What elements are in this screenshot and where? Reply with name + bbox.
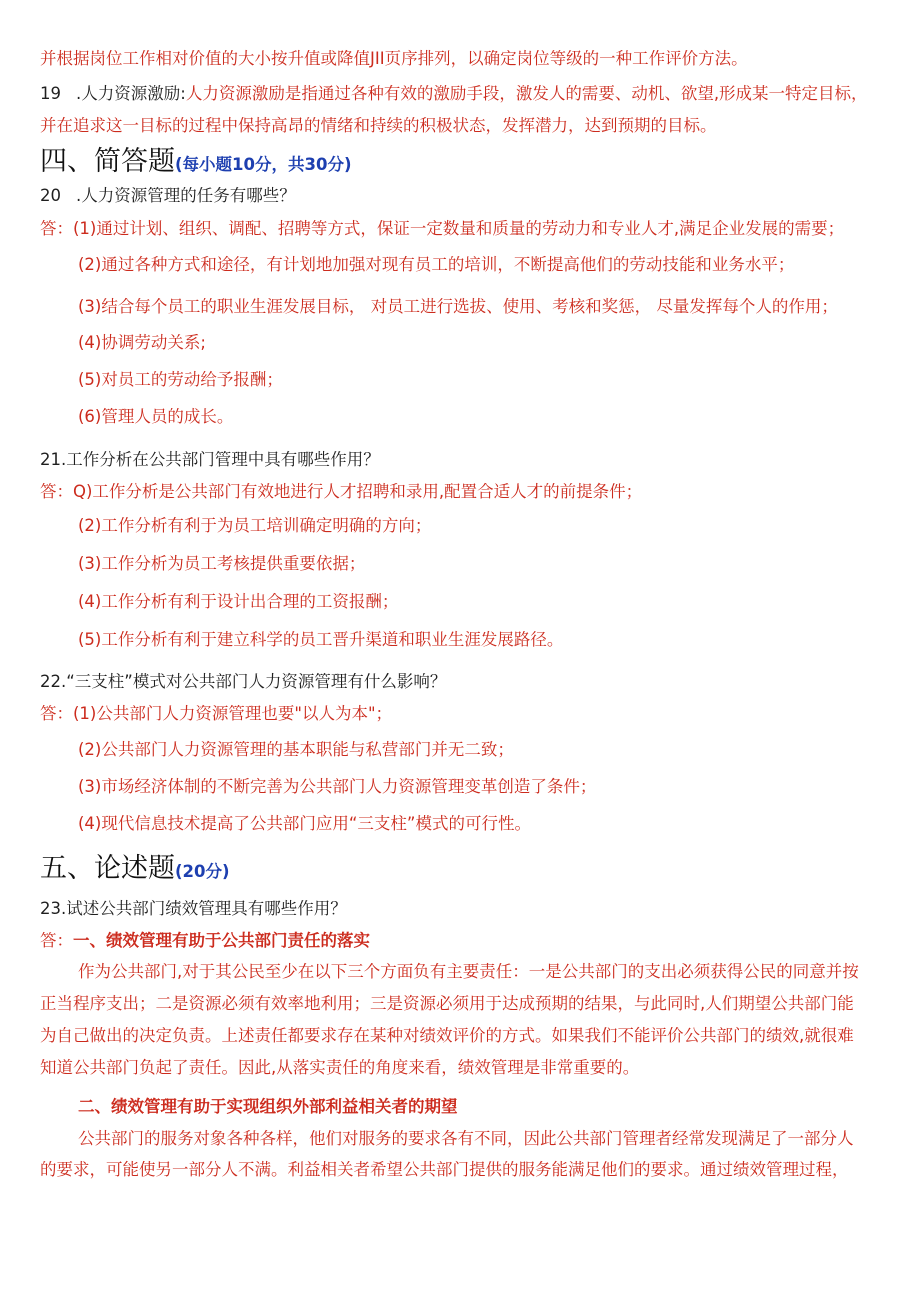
q22-answer-1: [40, 703, 392, 725]
q19-term: .人力资源激励:: [76, 84, 186, 103]
q19-line: [40, 83, 868, 105]
paragraph-line: 知道公共部门负起了责任。因此,从落实责任的角度来看，绩效管理是非常重要的。: [40, 1058, 640, 1077]
q22-question: 22.“三支柱”模式对公共部门人力资源管理有什么影响？: [40, 672, 447, 691]
answer-item: (1)公共部门人力资源管理也要"以人为本"；: [73, 704, 393, 723]
q19-definition-cont: 并在追求这一目标的过程中保持高昂的情绪和持续的积极状态，发挥潜力，达到预期的目标。: [40, 116, 717, 135]
section-4-heading: [40, 145, 352, 182]
answer-item: (3)结合每个员工的职业生涯发展目标， 对员工进行选拔、使用、考核和奖惩， 尽量发挥每个人的作用；: [78, 297, 838, 316]
section-4-note: (每小题10分，共30分): [175, 155, 352, 174]
answer-item: (5)对员工的劳动给予报酬；: [78, 370, 283, 389]
answer-item: (3)市场经济体制的不断完善为公共部门人力资源管理变革创造了条件；: [78, 777, 597, 796]
q19-number: 19: [40, 84, 61, 103]
answer-item: (4)现代信息技术提高了公共部门应用“三支柱”模式的可行性。: [78, 814, 531, 833]
point-1-title: 一、绩效管理有助于公共部门责任的落实: [73, 931, 370, 950]
paragraph-line: 正当程序支出；二是资源必须有效率地利用；三是资源必须用于达成预期的结果，与此同时,人们期望公共部门能: [40, 994, 854, 1013]
answer-item: (4)工作分析有利于设计出合理的工资报酬；: [78, 592, 399, 611]
paragraph-line: 作为公共部门,对于其公民至少在以下三个方面负有主要责任：一是公共部门的支出必须获得公民的同意并按: [78, 962, 859, 981]
answer-item: Q)工作分析是公共部门有效地进行人才招聘和录用,配置合适人才的前提条件；: [73, 482, 643, 501]
section-5-title: 五、论述题: [40, 853, 175, 884]
paragraph-line: 公共部门的服务对象各种各样，他们对服务的要求各有不同，因此公共部门管理者经常发现满足了一部分人: [78, 1129, 854, 1148]
q20-number: 20: [40, 186, 61, 205]
paragraph-line: 并根据岗位工作相对价值的大小按升值或降值JII页序排列，以确定岗位等级的一种工作评价方法。: [40, 49, 748, 68]
answer-prefix: 答：: [40, 482, 73, 501]
section-5-note: (20分): [175, 862, 230, 881]
paragraph-line: 的要求，可能使另一部分人不满。利益相关者希望公共部门提供的服务能满足他们的要求。通过绩效管理过程，: [40, 1160, 849, 1179]
answer-prefix: 答：: [40, 931, 73, 950]
section-5-heading: [40, 852, 230, 889]
q19-definition: 人力资源激励是指通过各种有效的激励手段，激发人的需要、动机、欲望,形成某一特定目标，: [185, 84, 868, 103]
answer-prefix: 答：: [40, 704, 73, 723]
answer-item: (3)工作分析为员工考核提供重要依据；: [78, 554, 366, 573]
answer-item: (4)协调劳动关系;: [78, 333, 206, 352]
paragraph-line: 为自己做出的决定负责。上述责任都要求存在某种对绩效评价的方式。如果我们不能评价公共部门的绩效,就很难: [40, 1026, 854, 1045]
q23-answer-heading: [40, 930, 370, 952]
point-2-title: 二、绩效管理有助于实现组织外部利益相关者的期望: [78, 1097, 458, 1116]
answer-item: (2)工作分析有利于为员工培训确定明确的方向；: [78, 516, 432, 535]
answer-prefix: 答：: [40, 219, 73, 238]
section-4-title: 四、简答题: [40, 146, 175, 177]
q21-question: 21.工作分析在公共部门管理中具有哪些作用？: [40, 450, 380, 469]
q20-answer-1: [40, 218, 844, 240]
answer-item: (5)工作分析有利于建立科学的员工晋升渠道和职业生涯发展路径。: [78, 630, 564, 649]
q20-question: [40, 185, 296, 207]
answer-item: (2)通过各种方式和途径，有计划地加强对现有员工的培训，不断提高他们的劳动技能和业务水平；: [78, 255, 795, 274]
answer-item: (2)公共部门人力资源管理的基本职能与私营部门并无二致；: [78, 740, 514, 759]
answer-item: (1)通过计划、组织、调配、招聘等方式，保证一定数量和质量的劳动力和专业人才,满足企业发展的需要；: [73, 219, 845, 238]
q21-answer-1: [40, 481, 642, 503]
q23-question: 23.试述公共部门绩效管理具有哪些作用？: [40, 899, 347, 918]
answer-item: (6)管理人员的成长。: [78, 407, 234, 426]
q20-text: .人力资源管理的任务有哪些？: [76, 186, 296, 205]
